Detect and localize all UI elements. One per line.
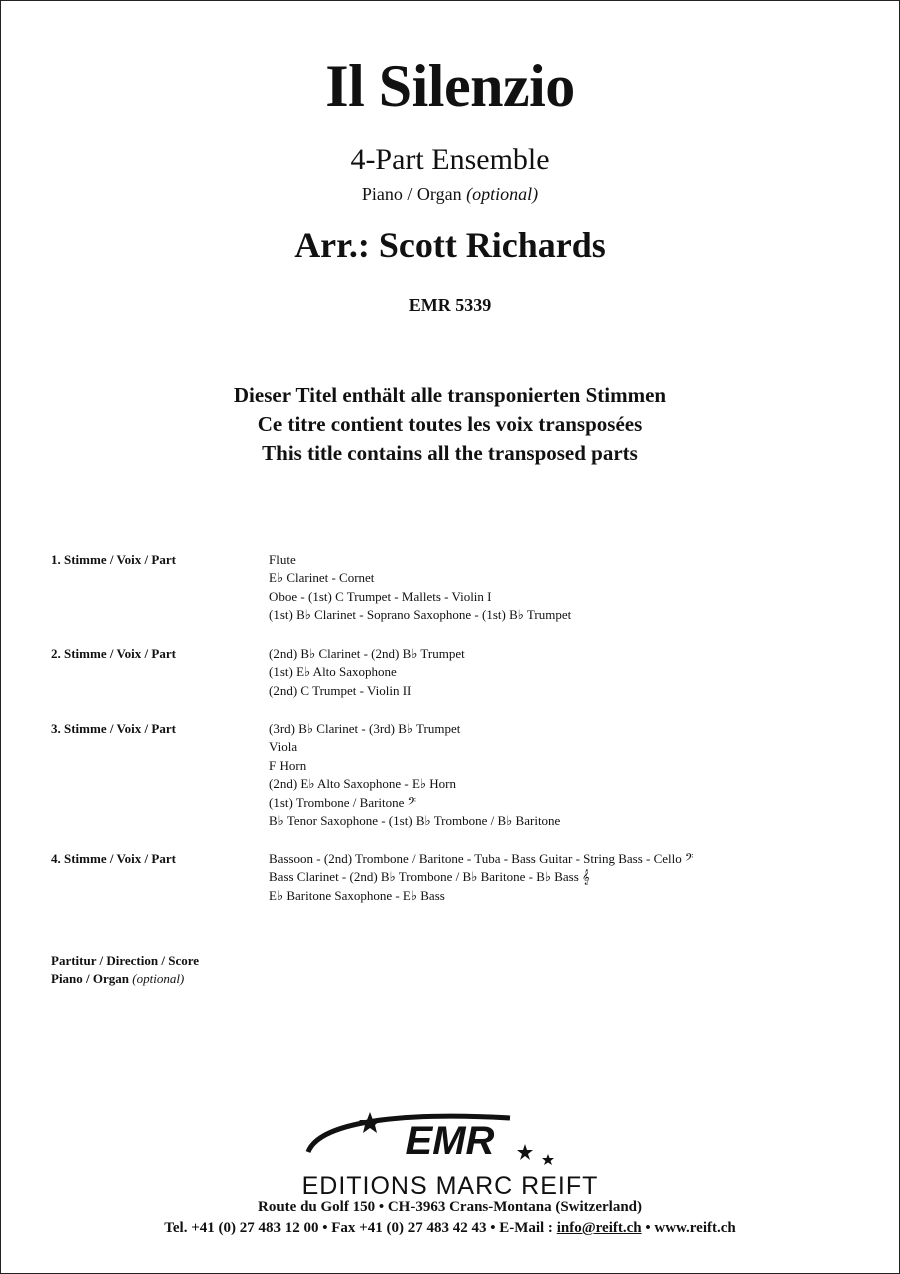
subtitle: 4-Part Ensemble [350,143,550,176]
part-2-instruments [269,645,465,700]
logo-star-icon [359,1112,381,1133]
list-item: Bassoon - (2nd) Trombone / Baritone - Tuba - Bass Guitar - String Bass - Cello 𝄢 [269,851,694,866]
score-line: Partitur / Direction / Score [51,953,200,968]
email-link[interactable]: info@reift.ch [556,1220,642,1236]
note-line-fr: Ce titre contient toutes les voix transposées [257,412,643,436]
list-item: (2nd) E♭ Alto Saxophone - E♭ Horn [269,776,457,792]
list-item: (1st) E♭ Alto Saxophone [269,664,397,680]
note-line-de: Dieser Titel enthält alle transponierten Stimmen [233,383,667,407]
list-item: (1st) B♭ Clarinet - Soprano Saxophone - (1st) B♭ Trumpet [269,607,572,623]
list-item: (3rd) B♭ Clarinet - (3rd) B♭ Trumpet [269,721,461,736]
contact-phone-fax: Tel. +41 (0) 27 483 12 00 • Fax +41 (0) 27 483 42 43 • E-Mail : [164,1220,557,1236]
list-item: (1st) Trombone / Baritone 𝄢 [269,794,417,810]
list-item: Oboe - (1st) C Trumpet - Mallets - Violin I [269,588,492,604]
list-item: (2nd) C Trumpet - Violin II [269,682,412,698]
score-block [51,952,199,988]
list-item: B♭ Tenor Saxophone - (1st) B♭ Trombone / B♭ Baritone [269,812,561,828]
part-2-label: 2. Stimme / Voix / Part [51,646,176,661]
part-4-instruments [269,850,693,905]
list-item: E♭ Clarinet - Cornet [269,570,375,586]
part-3-label: 3. Stimme / Voix / Part [51,721,176,736]
arranger: Arr.: Scott Richards [294,225,606,265]
part-1-instruments [269,551,571,625]
list-item: (2nd) B♭ Clarinet - (2nd) B♭ Trumpet [269,646,465,661]
logo-star-icon [542,1154,554,1165]
publisher-address: Route du Golf 150 • CH-3963 Crans-Montana (Switzerland) [258,1199,642,1215]
list-item: E♭ Baritone Saxophone - E♭ Bass [269,887,445,903]
catalog-number: EMR 5339 [408,295,492,315]
instrumentation-main: Piano / Organ [361,184,462,204]
score-piano-line [51,970,199,988]
part-4-label: 4. Stimme / Voix / Part [51,851,176,866]
list-item: F Horn [269,757,307,773]
instrumentation-optional: (optional) [466,184,539,204]
emr-logo [300,1108,600,1168]
logo-star-icon [517,1144,533,1160]
list-item: Bass Clarinet - (2nd) B♭ Trombone / B♭ Baritone - B♭ Bass 𝄞 [269,869,590,885]
part-3-instruments [269,720,560,830]
transposition-note [0,381,900,468]
page-title: Il Silenzio [325,53,575,119]
score-piano-optional: (optional) [132,971,185,986]
list-item: Viola [269,739,298,755]
logo-text: EMR [405,1119,495,1163]
note-line-en: This title contains all the transposed parts [262,441,638,465]
instrumentation [0,184,900,205]
part-1-label: 1. Stimme / Voix / Part [51,552,176,567]
score-piano-main: Piano / Organ [51,971,130,986]
publisher-name: EDITIONS MARC REIFT [301,1172,599,1200]
list-item: Flute [269,552,296,567]
publisher-contact [0,1220,900,1237]
website: • www.reift.ch [641,1220,736,1236]
